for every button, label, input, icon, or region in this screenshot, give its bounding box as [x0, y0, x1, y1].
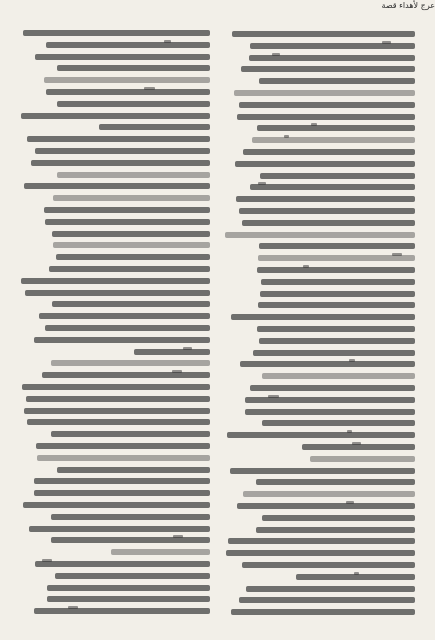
text-line: [52, 231, 210, 237]
text-line: [111, 549, 210, 555]
text-line: [237, 114, 415, 120]
text-line: [99, 124, 210, 130]
visible-top-right-fragment: عرج لأهداء قصة: [379, 0, 435, 11]
text-line: [260, 291, 415, 297]
text-line: [259, 78, 415, 84]
text-line: [246, 586, 415, 592]
text-ink-mark: [258, 182, 266, 185]
text-line: [257, 125, 415, 131]
text-line: [262, 515, 415, 521]
text-line: [256, 527, 415, 533]
text-ink-mark: [303, 265, 309, 268]
text-line: [35, 54, 210, 60]
text-line: [261, 279, 415, 285]
text-line: [42, 372, 210, 378]
text-line: [57, 467, 210, 473]
text-ink-mark: [68, 606, 78, 609]
text-line: [239, 597, 415, 603]
text-ink-mark: [144, 87, 155, 90]
text-line: [232, 31, 415, 37]
text-ink-mark: [311, 123, 317, 126]
text-line: [45, 219, 210, 225]
text-line: [47, 596, 210, 602]
text-line: [44, 77, 210, 83]
text-line: [228, 538, 415, 544]
text-line: [24, 408, 210, 414]
text-line: [23, 30, 210, 36]
text-line: [236, 196, 415, 202]
text-line: [225, 232, 415, 238]
text-line: [53, 195, 210, 201]
text-line: [243, 149, 415, 155]
text-line: [241, 66, 415, 72]
text-line: [253, 350, 415, 356]
text-line: [56, 254, 210, 260]
text-ink-mark: [272, 53, 280, 56]
text-line: [29, 526, 210, 532]
text-line: [235, 161, 415, 167]
text-line: [53, 242, 210, 248]
text-line: [47, 585, 210, 591]
text-ink-mark: [349, 359, 355, 362]
text-line: [46, 89, 210, 95]
text-ink-mark: [347, 430, 352, 433]
text-ink-mark: [183, 347, 192, 350]
text-line: [34, 490, 210, 496]
text-line: [242, 220, 415, 226]
text-line: [23, 502, 210, 508]
text-line: [45, 325, 210, 331]
text-ink-mark: [42, 559, 52, 562]
text-line: [36, 443, 210, 449]
text-line: [46, 42, 210, 48]
text-line: [21, 113, 210, 119]
text-line: [227, 432, 415, 438]
text-ink-mark: [352, 442, 361, 445]
text-line: [258, 302, 415, 308]
text-line: [237, 503, 415, 509]
text-line: [51, 514, 210, 520]
text-line: [37, 455, 210, 461]
text-line: [39, 313, 210, 319]
text-line: [25, 290, 210, 296]
text-line: [243, 491, 415, 497]
text-ink-mark: [268, 395, 279, 398]
text-line: [250, 385, 415, 391]
text-line: [51, 431, 210, 437]
text-line: [226, 550, 415, 556]
text-line: [57, 172, 210, 178]
text-line: [26, 396, 210, 402]
text-line: [259, 243, 415, 249]
text-line: [22, 384, 210, 390]
text-ink-mark: [382, 41, 391, 44]
text-line: [230, 468, 415, 474]
text-line: [35, 561, 210, 567]
text-line: [31, 160, 210, 166]
text-line: [258, 255, 415, 261]
text-line: [52, 301, 210, 307]
text-line: [239, 102, 415, 108]
text-line: [44, 207, 210, 213]
text-line: [34, 337, 210, 343]
text-line: [27, 136, 210, 142]
text-line: [259, 338, 415, 344]
text-line: [242, 562, 415, 568]
text-line: [252, 137, 415, 143]
text-line: [257, 267, 415, 273]
text-line: [262, 420, 415, 426]
text-ink-mark: [164, 40, 171, 43]
text-ink-mark: [284, 135, 289, 138]
text-line: [21, 278, 210, 284]
text-line: [231, 609, 415, 615]
text-line: [239, 208, 415, 214]
text-line: [262, 373, 415, 379]
text-line: [234, 90, 415, 96]
text-line: [57, 65, 210, 71]
text-line: [240, 361, 415, 367]
left-text-column: [20, 18, 210, 618]
text-line: [260, 173, 415, 179]
text-line: [256, 479, 415, 485]
text-ink-mark: [172, 370, 182, 373]
text-line: [310, 456, 415, 462]
text-ink-mark: [392, 253, 402, 256]
text-line: [245, 409, 415, 415]
text-line: [49, 266, 210, 272]
text-line: [57, 101, 210, 107]
text-line: [34, 478, 210, 484]
text-line: [34, 608, 210, 614]
text-ink-mark: [354, 572, 359, 575]
text-line: [24, 183, 210, 189]
text-line: [250, 184, 415, 190]
text-line: [51, 537, 210, 543]
text-line: [27, 419, 210, 425]
text-line: [55, 573, 210, 579]
right-text-column: [225, 18, 415, 618]
text-line: [35, 148, 210, 154]
text-line: [231, 314, 415, 320]
text-line: [51, 360, 210, 366]
text-ink-mark: [173, 535, 183, 538]
text-line: [134, 349, 210, 355]
text-line: [257, 326, 415, 332]
text-ink-mark: [346, 501, 354, 504]
